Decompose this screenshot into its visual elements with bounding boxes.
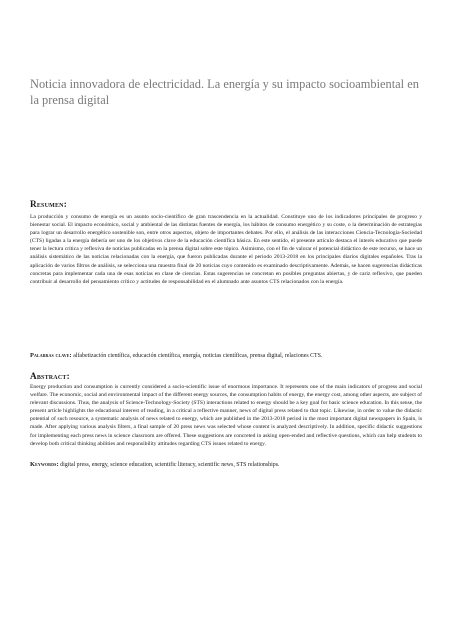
- resumen-body: La producción y consumo de energía es un asunto socio-científico de gran trascendencia en la actualidad. Constituye uno de los indicadores principales de progreso y bienestar social. El impacto económico, social y ambiental de las distintas fuentes de energía, los hábitos de consumo energético y su coste, o la determinación de estrategias para lograr un desarrollo energético sostenible son, entre otros aspectos, objeto de importantes debates. Por ello, el análisis de las interacciones Ciencia-Tecnología-Sociedad (CTS) ligadas a la energía debería ser uno de los objetivos clave de la educación científica básica. En este sentido, el presente artículo destaca el interés educativo que puede tener la lectura crítica y reflexiva de noticias publicadas en la prensa digital sobre este tópico. Asimismo, con el fin de valorar el potencial didáctico de este recurso, se hace un análisis sistemático de las noticias relacionadas con la energía, que fueron publicadas durante el periodo 2013-2018 en los principales diarios digitales españoles. Tras la aplicación de varios filtros de análisis, se selecciona una muestra final de 20 noticias cuyo contenido es examinado descriptivamente. Además, se hacen sugerencias didácticas concretas para implementar cada una de esas noticias en clase de ciencias. Estas sugerencias se concretan en posibles preguntas abiertas, y de cariz reflexivo, que pueden contribuir al desarrollo del pensamiento crítico y actitudes de responsabilidad en el alumnado ante asuntos CTS relacionados con la energía.: [30, 214, 422, 285]
- abstract-keywords: [30, 461, 422, 469]
- abstract-keywords-text: digital press, energy, science education, scientific literacy, scientific news, STS relationships.: [60, 462, 280, 468]
- article-title: Noticia innovadora de electricidad. La energía y su impacto socioambiental en la prensa digital: [30, 77, 419, 107]
- resumen-keywords-label: Palabras clave:: [30, 352, 72, 359]
- abstract-keywords-label: Keywords:: [30, 461, 59, 468]
- abstract-heading: Abstract:: [30, 371, 70, 381]
- abstract-body: Energy production and consumption is currently considered a socio-scientific issue of enormous importance. It represents one of the main indicators of progress and social welfare. The economic, social and environmental impact of the different energy sources, the consumption habits of energy, the energy cost, among other aspects, are subject of relevant discussions. Thus, the analysis of Science-Technology-Society (STS) interactions related to energy should be a key goal for basic science education. In this sense, the present article highlights the educational interest of reading, in a critical a reflective manner, news of digital press related to that topic. Likewise, in order to value the didactic potential of such resource, a systematic analysis of news related to energy, which are published in the 2013-2018 period in the most important digital newspapers in Spain, is made. After applying various analysis filters, a final sample of 20 press news was selected whose content is analyzed descriptively. In addition, specific didactic suggestions for implementing each press news in science classroom are offered. These suggestions are concreted in asking open-ended and reflective questions, which can help students to develop both critical thinking abilities and responsibility attitudes regarding CTS issues related to energy.: [30, 384, 422, 447]
- resumen-keywords-text: alfabetización científica, educación científica, energía, noticias científicas, prensa digital, relaciones CTS.: [73, 353, 323, 359]
- resumen-heading: Resumen:: [30, 199, 67, 209]
- resumen-keywords: [30, 352, 422, 360]
